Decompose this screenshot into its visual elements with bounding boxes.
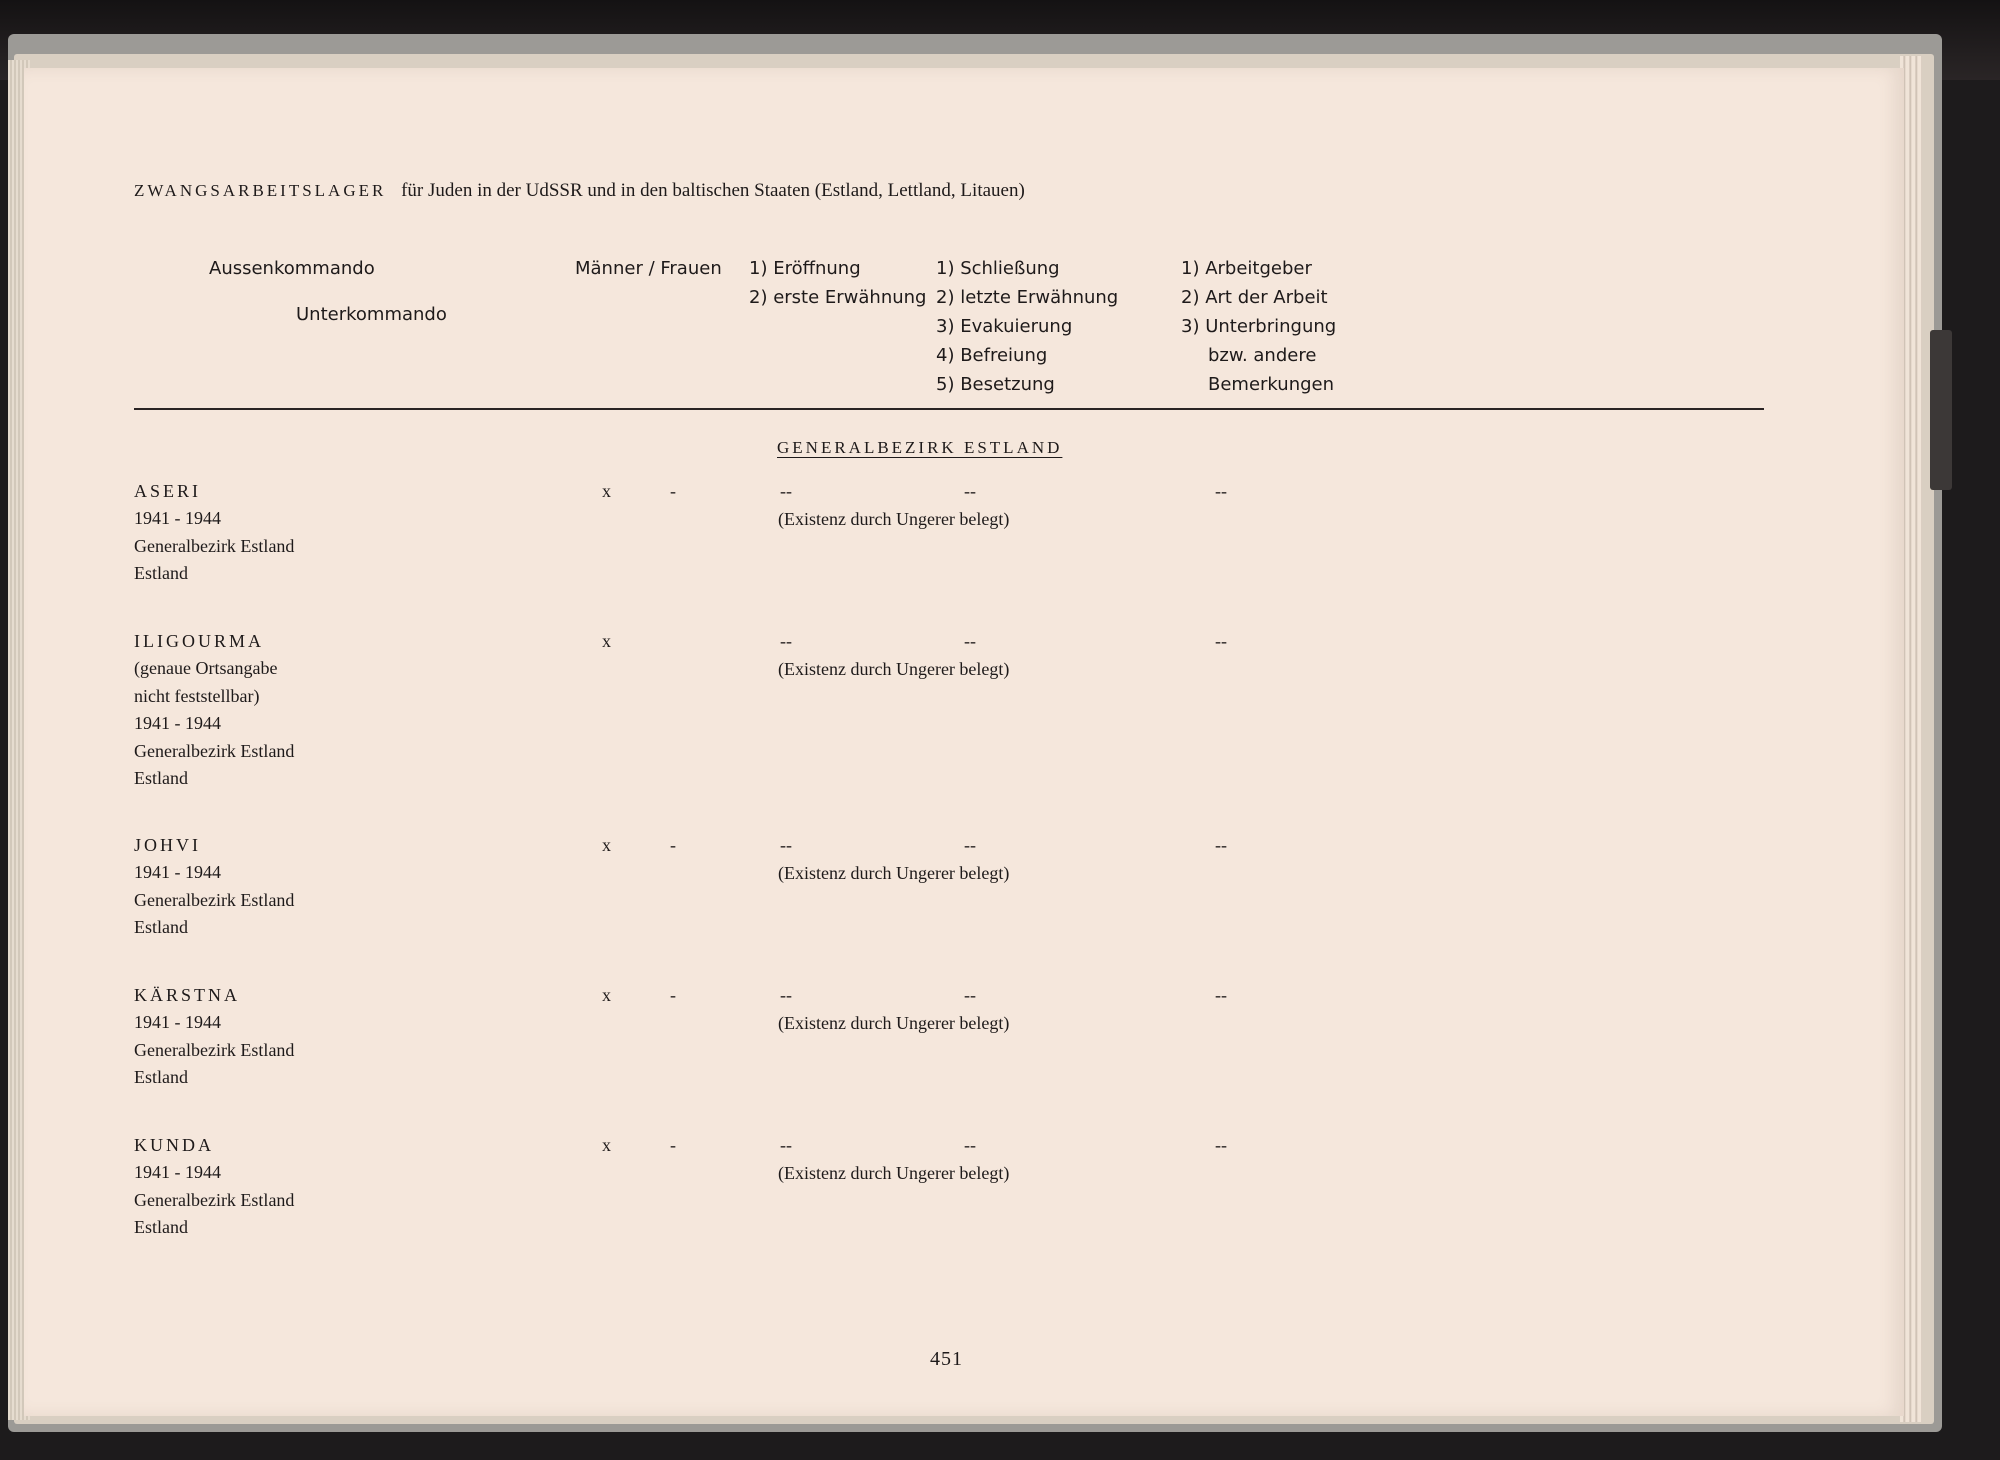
header-schliessung-line: 3) Evakuierung (936, 316, 1073, 337)
header-unterkommando: Unterkommando (296, 304, 447, 325)
camp-detail-line: nicht feststellbar) (134, 685, 260, 706)
remarks-value: -- (1215, 1135, 1227, 1155)
header-arbeitgeber-line: Bemerkungen (1208, 374, 1335, 395)
camp-detail-line: Estland (134, 1067, 188, 1087)
existence-note: (Existenz durch Ungerer belegt) (778, 659, 1010, 679)
list-item (134, 832, 1734, 982)
existence-note: (Existenz durch Ungerer belegt) (778, 863, 1010, 883)
header-eroeffnung-line: 2) erste Erwähnung (749, 287, 927, 308)
book-clip (1930, 330, 1952, 490)
page-title (134, 180, 1025, 202)
opening-value: -- (780, 631, 792, 651)
title-subtitle: für Juden in der UdSSR und in den baltischen Staaten (Estland, Lettland, Litauen) (401, 180, 1025, 201)
closing-value: -- (964, 481, 976, 501)
women-mark: - (670, 481, 676, 501)
camp-detail-line: Generalbezirk Estland (134, 1039, 295, 1060)
camp-detail-line: Generalbezirk Estland (134, 1189, 295, 1210)
page-number: 451 (930, 1348, 963, 1370)
opening-value: -- (780, 835, 792, 855)
camp-detail-line: 1941 - 1944 (134, 508, 221, 528)
closing-value: -- (964, 631, 976, 651)
list-item (134, 1132, 1734, 1282)
header-schliessung-line: 4) Befreiung (936, 345, 1048, 366)
camp-name: ILIGOURMA (134, 631, 264, 651)
men-mark: x (602, 481, 611, 501)
book-page (24, 68, 1904, 1416)
remarks-value: -- (1215, 631, 1227, 651)
header-schliessung-line: 5) Besetzung (936, 374, 1055, 395)
camp-detail-line: Estland (134, 563, 188, 583)
existence-note: (Existenz durch Ungerer belegt) (778, 509, 1010, 529)
existence-note: (Existenz durch Ungerer belegt) (778, 1013, 1010, 1033)
men-mark: x (602, 1135, 611, 1155)
camp-detail-line: 1941 - 1944 (134, 862, 221, 882)
camp-name: KUNDA (134, 1135, 214, 1155)
existence-note: (Existenz durch Ungerer belegt) (778, 1163, 1010, 1183)
opening-value: -- (780, 481, 792, 501)
camp-detail-line: Estland (134, 917, 188, 937)
camp-detail-line: 1941 - 1944 (134, 1012, 221, 1032)
camp-details (134, 655, 294, 793)
camp-detail-line: (genaue Ortsangabe (134, 658, 278, 678)
camp-detail-line: Generalbezirk Estland (134, 740, 295, 761)
camp-name: KÄRSTNA (134, 985, 241, 1005)
camp-detail-line: Generalbezirk Estland (134, 889, 295, 910)
remarks-value: -- (1215, 835, 1227, 855)
list-item (134, 628, 1734, 788)
closing-value: -- (964, 1135, 976, 1155)
header-arbeitgeber-line: 1) Arbeitgeber (1181, 258, 1312, 279)
camp-detail-line: Estland (134, 1217, 188, 1237)
header-aussenkommando: Aussenkommando (209, 258, 375, 279)
camp-detail-line: 1941 - 1944 (134, 1162, 221, 1182)
header-maenner-frauen: Männer / Frauen (575, 258, 722, 279)
header-eroeffnung (749, 254, 927, 312)
opening-value: -- (780, 985, 792, 1005)
opening-value: -- (780, 1135, 792, 1155)
header-arbeitgeber-line: bzw. andere (1208, 345, 1317, 366)
camp-name: JOHVI (134, 835, 201, 855)
header-rule (134, 408, 1764, 410)
list-item (134, 478, 1734, 628)
men-mark: x (602, 835, 611, 855)
header-arbeitgeber-line: 2) Art der Arbeit (1181, 287, 1328, 308)
camp-details (134, 505, 294, 588)
remarks-value: -- (1215, 481, 1227, 501)
women-mark: - (670, 835, 676, 855)
women-mark: - (670, 1135, 676, 1155)
camp-name: ASERI (134, 481, 202, 501)
list-item (134, 982, 1734, 1132)
camp-detail-line: Generalbezirk Estland (134, 535, 295, 556)
header-arbeitgeber (1181, 254, 1336, 399)
camp-details (134, 859, 294, 942)
title-main: ZWANGSARBEITSLAGER (134, 181, 387, 200)
camp-details (134, 1009, 294, 1092)
closing-value: -- (964, 985, 976, 1005)
men-mark: x (602, 985, 611, 1005)
camp-detail-line: Estland (134, 768, 188, 788)
header-schliessung-line: 2) letzte Erwähnung (936, 287, 1119, 308)
closing-value: -- (964, 835, 976, 855)
header-schliessung-line: 1) Schließung (936, 258, 1060, 279)
women-mark: - (670, 985, 676, 1005)
camp-detail-line: 1941 - 1944 (134, 713, 221, 733)
header-eroeffnung-line: 1) Eröffnung (749, 258, 861, 279)
section-heading: GENERALBEZIRK ESTLAND (777, 438, 1063, 457)
header-arbeitgeber-line: 3) Unterbringung (1181, 316, 1337, 337)
camp-details (134, 1159, 294, 1242)
remarks-value: -- (1215, 985, 1227, 1005)
men-mark: x (602, 631, 611, 651)
header-schliessung (936, 254, 1118, 399)
